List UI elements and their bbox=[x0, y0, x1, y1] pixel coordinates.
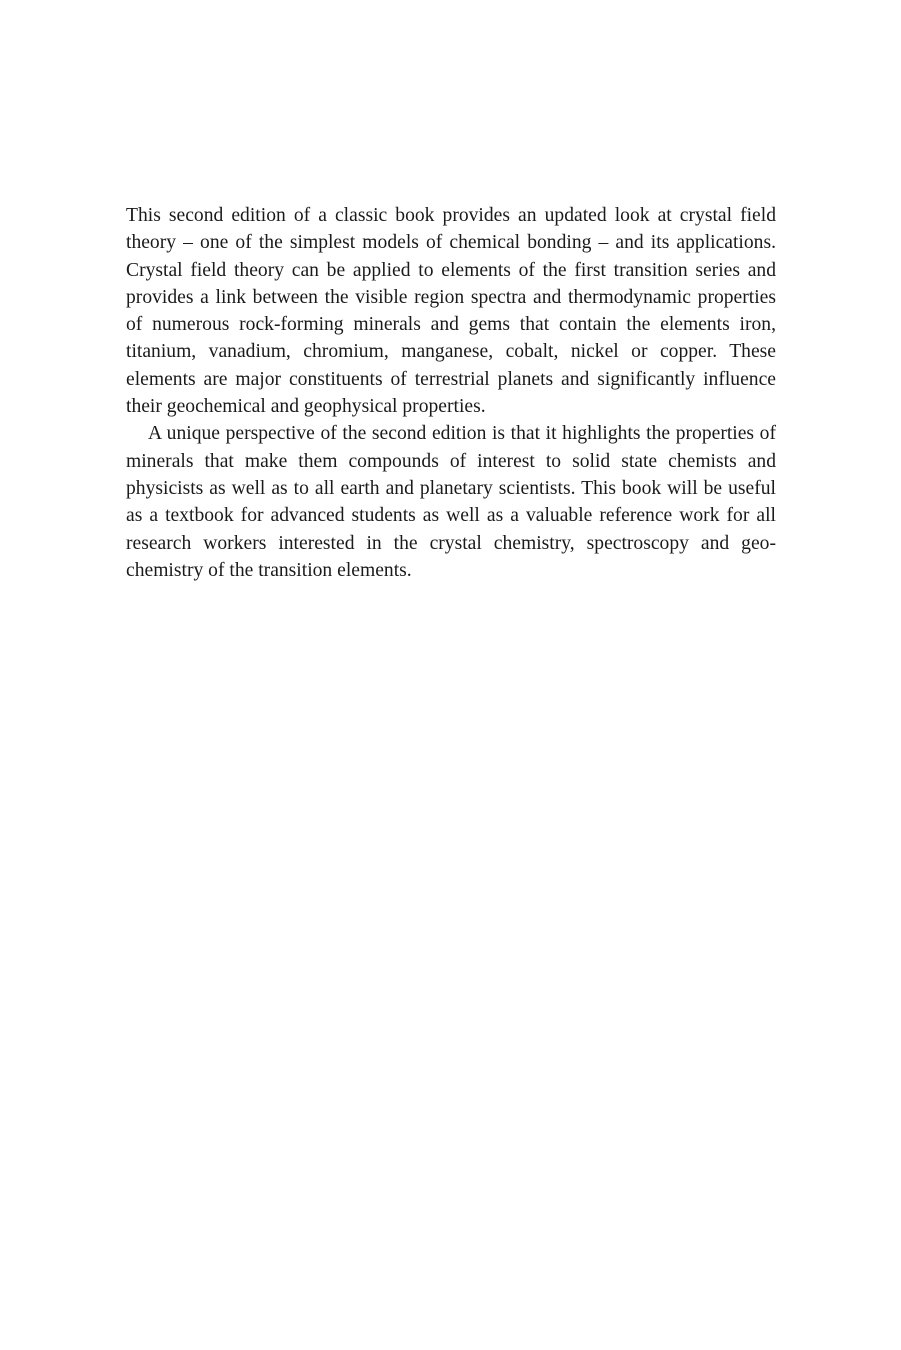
paragraph-1: This second edition of a classic book provides an updated look at crystal field theory – one of the simplest models of chemical bonding – and its applications. Crystal field theory can be applied to elements of the first transition series and provides a link between the visible region spectra and thermodynamic properties of numerous rock-forming minerals and gems that contain the elements iron, titanium, vanadium, chromium, manganese, cobalt, nickel or copper. These elements are major constituents of terrestrial planets and significantly influence their geochemical and geophysical properties. bbox=[126, 205, 776, 418]
book-description bbox=[126, 202, 776, 584]
paragraph-2: A unique perspective of the second edition is that it highlights the properties of minerals that make them compounds of interest to solid state chemists and physicists as well as to all earth and planetary scientists. This book will be useful as a textbook for advanced students as well as a valuable reference work for all research workers interested in the crystal chemistry, spectroscopy and geochemistry of the transition elements. bbox=[126, 423, 776, 581]
